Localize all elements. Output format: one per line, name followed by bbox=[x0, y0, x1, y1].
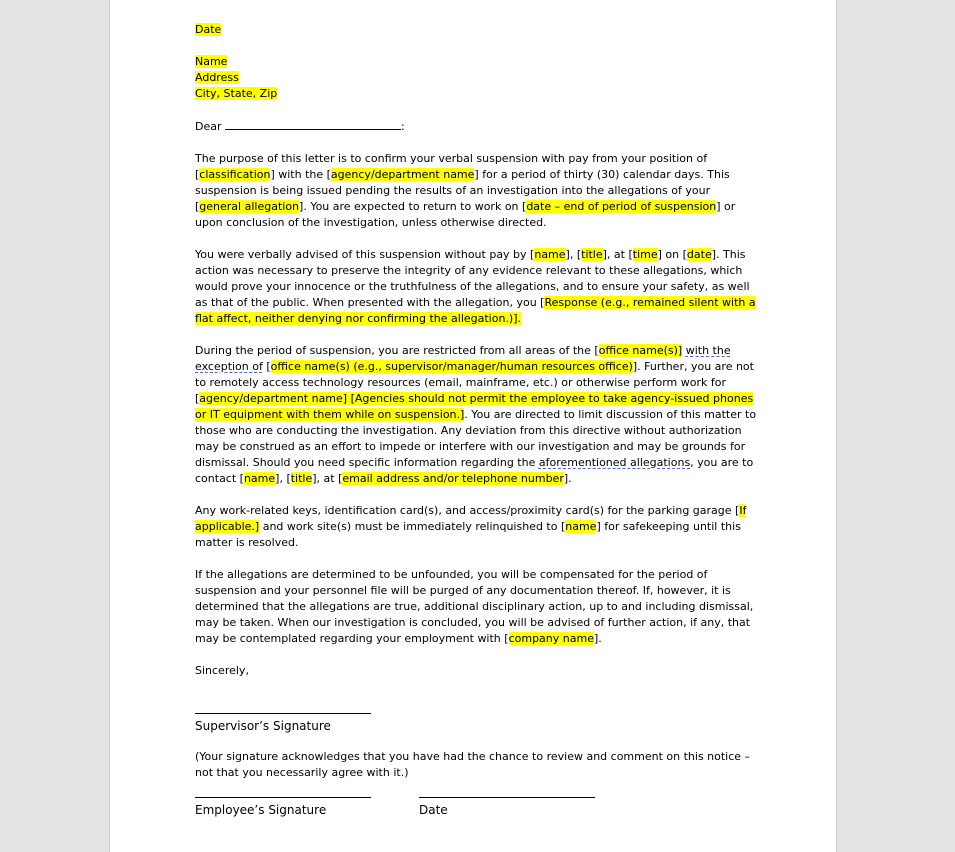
recipient-block bbox=[195, 54, 757, 102]
paragraph-2 bbox=[195, 247, 757, 327]
para4-text: ] for safekeeping until this matter is resolved. bbox=[195, 520, 741, 549]
contact-placeholder: email address and/or telephone number bbox=[342, 472, 564, 485]
para2-text: ], [ bbox=[565, 248, 582, 261]
para1-text: [ bbox=[195, 168, 200, 181]
paragraph-3 bbox=[195, 343, 757, 487]
date-placeholder: date bbox=[686, 248, 712, 261]
para2-text: You were verbally advised of this suspension without pay by [ bbox=[195, 248, 535, 261]
address-placeholder: Address bbox=[195, 71, 239, 84]
title-placeholder: title bbox=[290, 472, 313, 485]
office-name-placeholder: office name(s)] bbox=[598, 344, 683, 357]
date-placeholder: Date bbox=[195, 23, 222, 36]
para3-text: . You are directed to limit discussion of this matter to those who are conducting the investigation. Any deviation from this directive without authorization may be construed as an effort to impede or interfere with our investigation and may be grounds for dismissal. Should you need specific information regarding the bbox=[195, 408, 757, 469]
date-signature-line bbox=[419, 783, 595, 798]
time-placeholder: time bbox=[632, 248, 658, 261]
para5-text: If the allegations are determined to be unfounded, you will be compensated for the period of suspension and your personnel file will be purged of any documentation thereof. If, however, it is determined that the allegations are true, additional disciplinary action, up to and including dismissal, may be taken. When our investigation is concluded, you will be advised of further action, if any, that may be contemplated regarding your employment with [ bbox=[195, 568, 754, 645]
paragraph-1 bbox=[195, 151, 757, 231]
para5-text: ]. bbox=[593, 632, 602, 645]
para1-text: ] or upon conclusion of the investigation, unless otherwise directed. bbox=[195, 200, 736, 229]
para3-text: ], at [ bbox=[312, 472, 343, 485]
para3-text: ], [ bbox=[275, 472, 291, 485]
address-block bbox=[195, 22, 757, 38]
office-exception-placeholder: office name(s) (e.g., supervisor/manager/human resources office) bbox=[270, 360, 633, 373]
agency-placeholder: agency/department name bbox=[330, 168, 475, 181]
response-placeholder: Response (e.g., remained silent with a flat affect, neither denying nor confirming the allegation.)]. bbox=[195, 296, 756, 325]
company-name-placeholder: company name bbox=[508, 632, 594, 645]
para4-text: and work site(s) must be immediately relinquished to [ bbox=[259, 520, 566, 533]
para1-text: ] for a period of thirty (30) calendar days. This suspension is being issued pending the results of an investigation into the allegations of your [ bbox=[195, 168, 730, 213]
name-placeholder: Name bbox=[195, 55, 228, 68]
para3-text: [ bbox=[262, 360, 271, 373]
closing: Sincerely, bbox=[195, 664, 249, 677]
salutation-colon: : bbox=[401, 120, 405, 133]
paragraph-4 bbox=[195, 503, 757, 551]
employee-signature-col bbox=[195, 783, 419, 818]
para2-text: ], at [ bbox=[602, 248, 633, 261]
para1-text: ]. You are expected to return to work on [ bbox=[299, 200, 527, 213]
grammar-flag-exception[interactable]: with the exception of bbox=[195, 344, 731, 373]
letter-body[interactable] bbox=[195, 22, 757, 818]
name-placeholder: name bbox=[534, 248, 566, 261]
employee-signature-line bbox=[195, 783, 371, 798]
para3-text: , you are to contact [ bbox=[195, 456, 754, 485]
date-signature-col bbox=[419, 783, 595, 818]
name-placeholder: name bbox=[565, 520, 597, 533]
date-signature-label: Date bbox=[419, 803, 448, 817]
para4-text: Any work-related keys, identification card(s), and access/proximity card(s) for the parking garage [ bbox=[195, 504, 740, 517]
para3-text: During the period of suspension, you are restricted from all areas of the [ bbox=[195, 344, 599, 357]
employee-signature-label: Employee’s Signature bbox=[195, 803, 327, 817]
para3-text: ]. bbox=[563, 472, 572, 485]
agency-equipment-placeholder: agency/department name] [Agencies should not permit the employee to take agency-issued phones or IT equipment with them while on suspension.] bbox=[195, 392, 754, 421]
document-page bbox=[109, 0, 837, 852]
employee-signature-row bbox=[195, 783, 757, 818]
supervisor-signature-label: Supervisor’s Signature bbox=[195, 719, 331, 733]
para1-text: ] with the [ bbox=[270, 168, 331, 181]
end-date-placeholder: date – end of period of suspension bbox=[526, 200, 717, 213]
paragraph-5 bbox=[195, 567, 757, 647]
classification-placeholder: classification bbox=[199, 168, 271, 181]
para1-text: The purpose of this letter is to confirm your verbal suspension with pay from your position of bbox=[195, 152, 708, 165]
if-applicable-placeholder: If applicable.] bbox=[195, 504, 747, 533]
salutation-dear: Dear bbox=[195, 120, 222, 133]
salutation bbox=[195, 118, 757, 135]
supervisor-signature-line bbox=[195, 699, 371, 714]
signature-note: (Your signature acknowledges that you have had the chance to review and comment on this notice – not that you necessarily agree with it.) bbox=[195, 750, 751, 779]
city-placeholder: City, State, Zip bbox=[195, 87, 278, 100]
salutation-blank-line bbox=[225, 118, 401, 130]
para2-text: ]. This action was necessary to preserve the integrity of any evidence relevant to these allegations, which would prove your innocence or the truthfulness of the allegations, and to ensure your safety, as well as that of the public. When presented with the allegation, you [ bbox=[195, 248, 750, 309]
title-placeholder: title bbox=[581, 248, 603, 261]
name-placeholder: name bbox=[243, 472, 276, 485]
para3-text: ]. Further, you are not to remotely access technology resources (email, mainframe, etc.) or otherwise perform work for [ bbox=[195, 360, 754, 405]
allegation-placeholder: general allegation bbox=[199, 200, 300, 213]
para2-text: ] on [ bbox=[657, 248, 687, 261]
grammar-flag-allegations[interactable]: aforementioned allegations bbox=[538, 456, 691, 469]
